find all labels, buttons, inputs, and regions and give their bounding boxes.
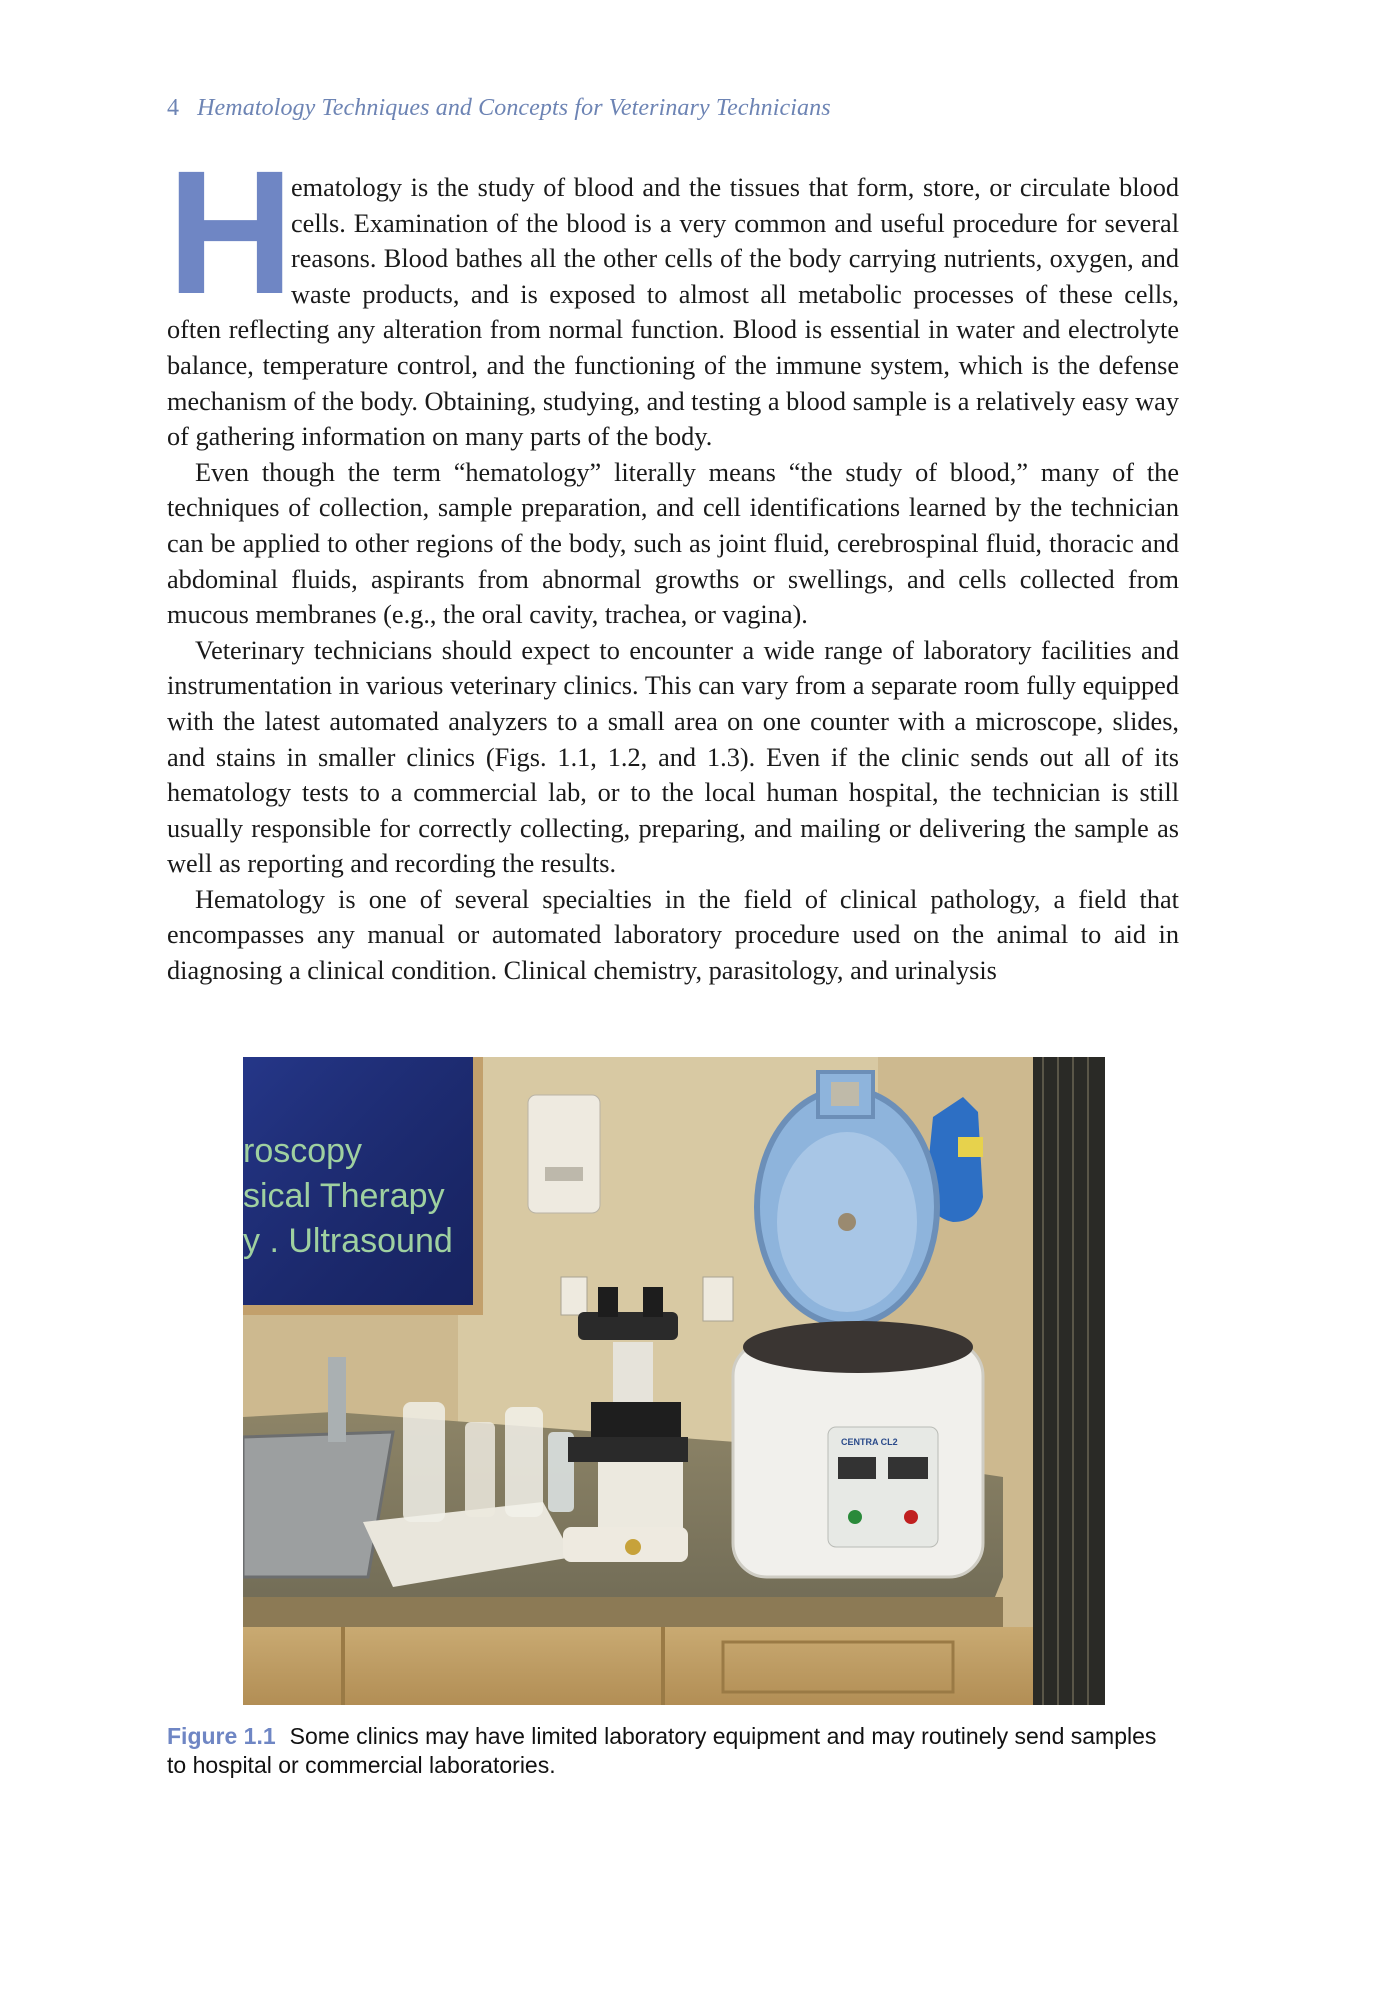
paragraph-1-text: ematology is the study of blood and the tissues that form, store, or circulate blood cells. Examination of the blood is a very common and useful procedure for several reasons. Blood bathes all the other cells of the body carrying nutrients, oxygen, and waste products, and is exposed to almost all metabolic processes of these cells, often reflecting any alteration from normal function. Blood is essential in water and electrolyte balance, temperature control, and the functioning of the immune system, which is the defense mechanism of the body. Obtaining, studying, and testing a blood sample is a relatively easy way of gathering information on many parts of the body. xyxy=(167,173,1179,452)
centrifuge-label: CENTRA CL2 xyxy=(841,1437,898,1447)
sign-line-2: sical Therapy xyxy=(243,1177,445,1215)
figure-label: Figure 1.1 xyxy=(167,1723,276,1749)
sign-line-3: y . Ultrasound xyxy=(243,1222,453,1260)
sink xyxy=(243,1432,393,1577)
drop-cap-letter: H xyxy=(167,135,295,331)
lab-bench-photo xyxy=(243,1057,1105,1705)
figure-caption xyxy=(167,1722,1179,1780)
paragraph-2: Even though the term “hematology” literally means “the study of blood,” many of the techniques of collection, sample preparation, and cell identifications learned by the technician can be applied to other regions of the body, such as joint fluid, cerebrospinal fluid, thoracic and abdominal fluids, aspirants from abnormal growths or swellings, and cells collected from mucous membranes (e.g., the oral cavity, trachea, or vagina). xyxy=(167,457,1179,630)
book-title: Hematology Techniques and Concepts for Veterinary Technicians xyxy=(197,95,831,121)
running-head xyxy=(167,95,831,122)
body-text xyxy=(167,135,1179,989)
paragraph-1 xyxy=(167,135,1179,455)
drop-cap xyxy=(167,135,295,331)
wash-bottle xyxy=(403,1402,445,1522)
paragraph-3: Veterinary technicians should expect to encounter a wide range of laboratory facilities and instrumentation in various veterinary clinics. This can vary from a separate room fully equipped with the latest automated analyzers to a small area on one counter with a microscope, slides, and stains in smaller clinics (Figs. 1.1, 1.2, and 1.3). Even if the clinic sends out all of its hematology tests to a commercial lab, or to the local human hospital, the technician is still usually responsible for correctly collecting, preparing, and mailing or delivering the sample as well as reporting and recording the results. xyxy=(167,635,1179,879)
faucet xyxy=(328,1357,346,1442)
caption-text: Some clinics may have limited laboratory equipment and may routinely send samples to hospital or commercial laboratories. xyxy=(167,1723,1157,1778)
page-number: 4 xyxy=(167,95,180,121)
paragraph-4: Hematology is one of several specialties in the field of clinical pathology, a field that encompasses any manual or automated laboratory procedure used on the animal to aid in diagnosing a clinical condition. Clinical chemistry, parasitology, and urinalysis xyxy=(167,884,1179,986)
sign-line-1: roscopy xyxy=(243,1132,363,1170)
figure-photo xyxy=(243,1057,1105,1705)
soap-dispenser xyxy=(528,1095,600,1213)
